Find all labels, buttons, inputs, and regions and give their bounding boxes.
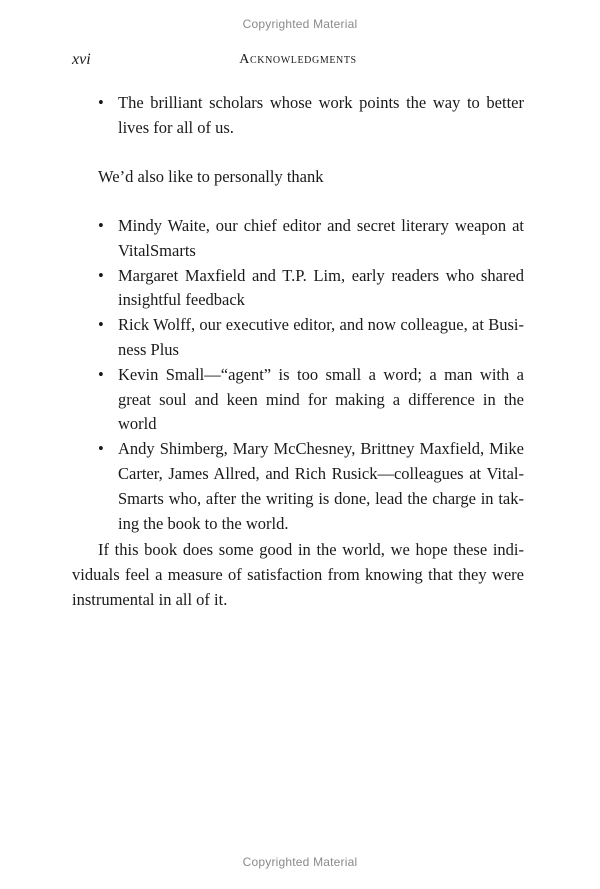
running-header <box>72 51 524 71</box>
bullet-icon: • <box>98 439 104 459</box>
thanks-intro-paragraph <box>72 165 524 190</box>
bullet-icon: • <box>98 364 104 384</box>
bullet-icon: • <box>98 216 104 235</box>
closing-paragraph <box>72 538 524 612</box>
list-item <box>72 91 524 141</box>
copyright-watermark-bottom: Copyrighted Material <box>242 855 358 869</box>
list-item <box>72 214 524 264</box>
bullet-icon: • <box>98 315 104 335</box>
paragraph-text: We’d also like to personally thank <box>98 167 324 186</box>
chapter-title: Acknowledgments <box>239 52 357 67</box>
list-item <box>72 313 524 363</box>
bullet-icon: • <box>98 93 104 112</box>
list-item-text: Kevin Small—“agent” is too small a word; a man with a great soul and keen mind for making a difference in the world <box>118 364 524 434</box>
page-number: xvi <box>72 51 91 68</box>
list-item <box>72 363 524 437</box>
paragraph-text: If this book does some good in the world, we hope these individuals feel a measure of satisfaction from knowing that they were instrumental in all of it. <box>72 540 524 609</box>
bullet-icon: • <box>98 265 104 285</box>
list-item-text: Mindy Waite, our chief editor and secret literary weapon at VitalSmarts <box>118 216 524 260</box>
list-item-text: Rick Wolff, our executive editor, and now colleague, at Business Plus <box>118 315 524 359</box>
bullet-list-top <box>72 91 524 141</box>
bullet-list-main <box>72 214 524 536</box>
list-item <box>72 264 524 314</box>
list-item-text: The brilliant scholars whose work points the way to better lives for all of us. <box>118 93 524 137</box>
list-item-text: Andy Shimberg, Mary McChesney, Brittney Maxfield, Mike Carter, James Allred, and Rich Rusick—colleagues at VitalSmarts who, after the writing is done, lead the charge in taking the book to the world. <box>118 439 524 533</box>
list-item <box>72 437 524 536</box>
list-item-text: Margaret Maxfield and T.P. Lim, early readers who shared insightful feedback <box>118 265 524 310</box>
copyright-watermark-top: Copyrighted Material <box>242 17 358 31</box>
